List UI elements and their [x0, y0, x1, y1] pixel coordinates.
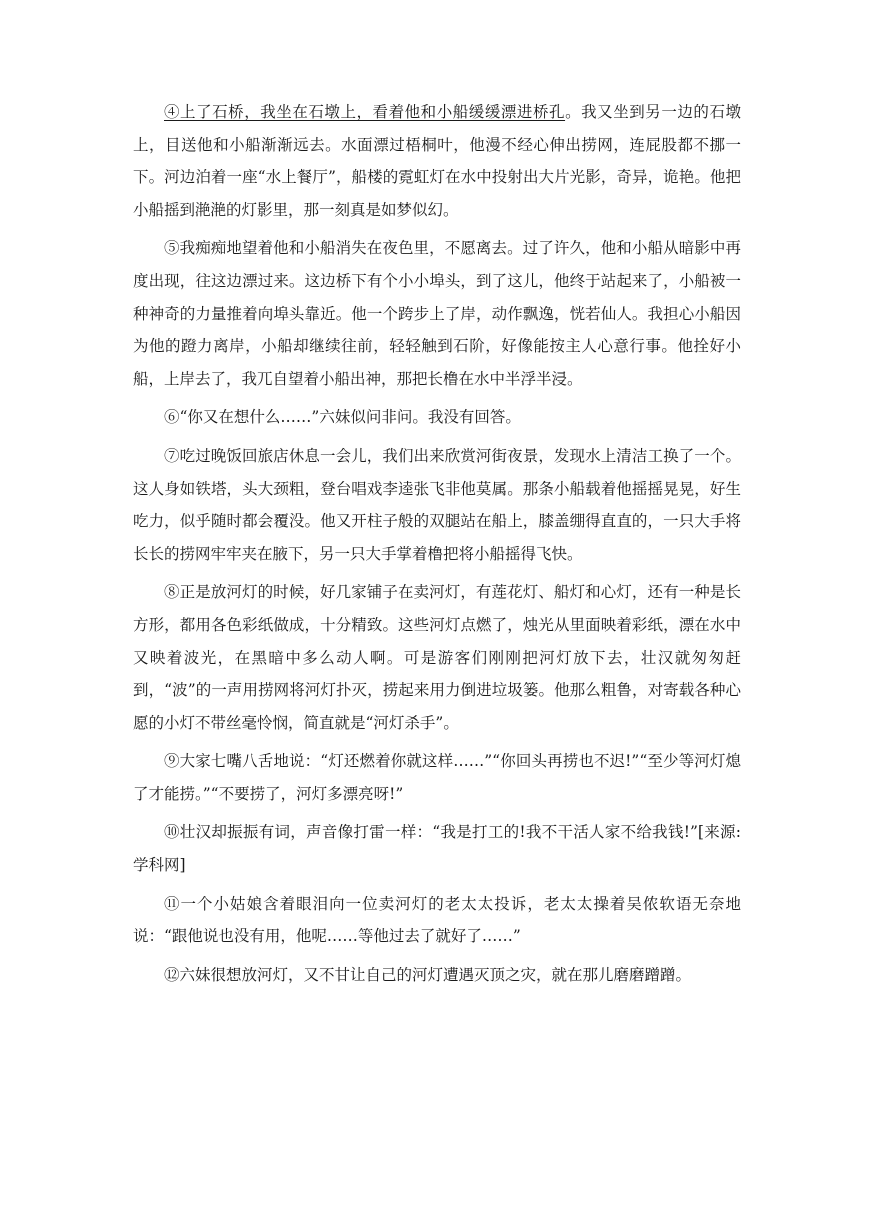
article-body: [133, 96, 741, 997]
paragraph-4: [133, 96, 741, 226]
paragraph-8: ⑧正是放河灯的时候，好几家铺子在卖河灯，有莲花灯、船灯和心灯，还有一种是长方形，都用各色彩纸做成，十分精致。这些河灯点燃了，烛光从里面映着彩纸，漂在水中又映着波光，在黑暗中多么动人啊。可是游客们刚刚把河灯放下去，壮汉就匆匆赶到，“波”的一声用捞网将河灯扑灭，捞起来用力倒进垃圾篓。他那么粗鲁，对寄载各种心愿的小灯不带丝毫怜悯，简直就是“河灯杀手”。: [133, 583, 741, 732]
paragraph-12: ⑫六妹很想放河灯，又不甘让自己的河灯遭遇灭顶之灾，就在那儿磨磨蹭蹭。: [164, 965, 692, 984]
paragraph-5: ⑤我痴痴地望着他和小船消失在夜色里，不愿离去。过了许久，他和小船从暗影中再度出现，往这边漂过来。这边桥下有个小小埠头，到了这儿，他终于站起来了，小船被一种神奇的力量推着向埠头靠近。他一个跨步上了岸，动作飘逸，恍若仙人。我担心小船因为他的蹬力离岸，小船却继续往前，轻轻触到石阶，好像能按主人心意行事。他拴好小船，上岸去了，我兀自望着小船出神，那把长橹在水中半浮半浸。: [133, 239, 741, 388]
paragraph-9: ⑨大家七嘴八舌地说：“灯还燃着你就这样……”“你回头再捞也不迟!”“至少等河灯熄了才能捞。”“不要捞了，河灯多漂亮呀!”: [133, 752, 741, 803]
paragraph-4-text: 。我又坐到另一边的石墩上，目送他和小船渐渐远去。水面漂过梧桐叶，他漫不经心伸出捞网，连屁股都不挪一下。河边泊着一座“水上餐厅”，船楼的霓虹灯在水中投射出大片光影，奇异，诡艳。他把小船摇到滟滟的灯影里，那一刻真是如梦似幻。: [133, 103, 741, 219]
paragraph-6: ⑥“你又在想什么……”六妹似问非问。我没有回答。: [164, 408, 521, 427]
underlined-sentence: ④上了石桥，我坐在石墩上，看着他和小船缓缓漂进桥孔: [164, 103, 566, 121]
paragraph-11: ⑪一个小姑娘含着眼泪向一位卖河灯的老太太投诉，老太太操着吴侬软语无奈地说：“跟他说也没有用，他呢……等他过去了就好了……”: [133, 894, 741, 946]
paragraph-10: ⑩壮汉却振振有词，声音像打雷一样：“我是打工的!我不干活人家不给我钱!”[来源:学科网]: [133, 823, 741, 875]
paragraph-7: ⑦吃过晚饭回旅店休息一会儿，我们出来欣赏河街夜景，发现水上清洁工换了一个。这人身如铁塔，头大颈粗，登台唱戏李逵张飞非他莫属。那条小船载着他摇摇晃晃，好生吃力，似乎随时都会覆没。他又开柱子般的双腿站在船上，膝盖绷得直直的，一只大手将长长的捞网牢牢夹在腋下，另一只大手掌着橹把将小船摇得飞快。: [133, 446, 741, 563]
